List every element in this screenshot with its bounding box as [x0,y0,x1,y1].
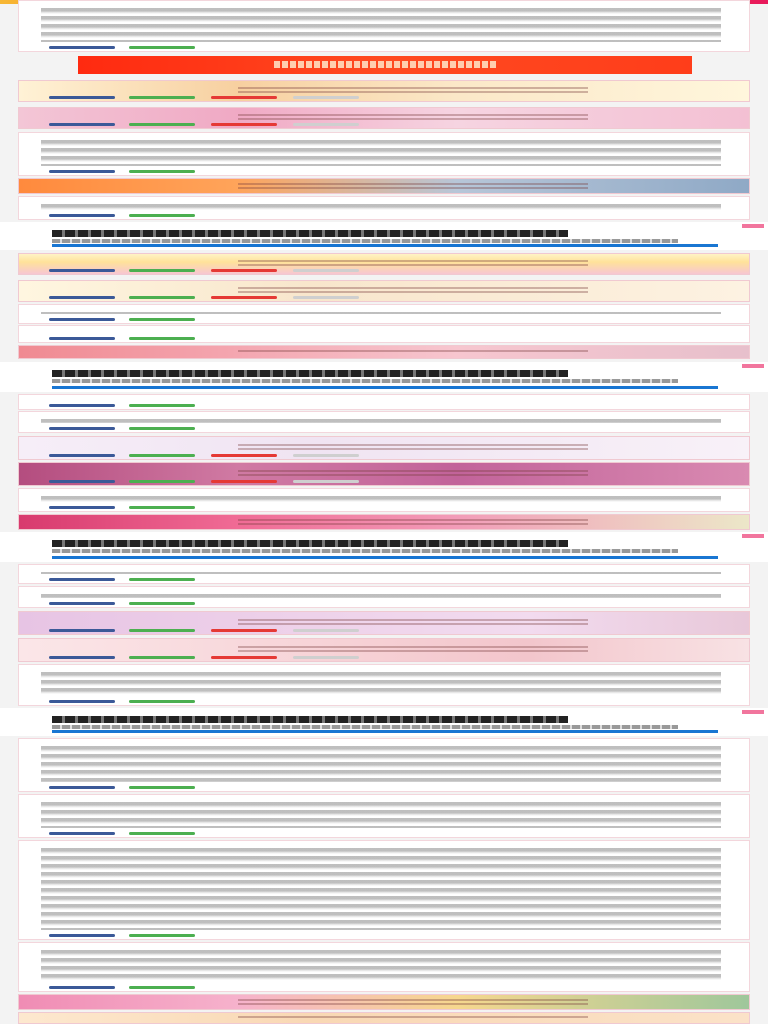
image-banner[interactable] [18,994,750,1010]
banner-caption [238,350,588,355]
facebook-share-button[interactable] [49,986,115,989]
ad-choices-icon[interactable] [742,534,764,538]
share-buttons [49,629,449,633]
post-text [41,746,721,782]
ad-headline[interactable] [52,370,568,377]
share-button[interactable] [129,296,195,299]
banner-caption [238,87,588,95]
image-banner[interactable] [18,280,750,302]
share-button[interactable] [129,832,195,835]
post-card [18,196,750,220]
more-share-button[interactable] [293,296,359,299]
more-share-button[interactable] [293,629,359,632]
share-button[interactable] [129,454,195,457]
promo-banner[interactable] [78,56,692,74]
share-buttons [49,832,449,836]
share-buttons [49,404,449,408]
share-button[interactable] [129,480,195,483]
ad-headline[interactable] [52,540,568,547]
post-text [41,672,721,696]
facebook-share-button[interactable] [49,318,115,321]
facebook-share-button[interactable] [49,214,115,217]
post-card [18,794,750,838]
image-banner[interactable] [18,514,750,530]
share-button[interactable] [129,337,195,340]
share-buttons [49,454,449,458]
share-button[interactable] [129,123,195,126]
image-banner[interactable] [18,345,750,359]
facebook-share-button[interactable] [49,700,115,703]
share-button[interactable] [129,700,195,703]
facebook-share-button[interactable] [49,506,115,509]
ad-cta-button[interactable] [52,730,718,733]
facebook-share-button[interactable] [49,578,115,581]
share-buttons [49,318,449,322]
facebook-share-button[interactable] [49,480,115,483]
banner-caption [238,519,588,525]
share-button[interactable] [129,404,195,407]
facebook-share-button[interactable] [49,296,115,299]
ad-block[interactable] [0,532,768,562]
facebook-share-button[interactable] [49,656,115,659]
share-buttons [49,602,449,606]
post-text [41,950,721,982]
more-share-button[interactable] [293,96,359,99]
ad-block[interactable] [0,222,768,250]
facebook-share-button[interactable] [49,454,115,457]
banner-caption [238,999,588,1005]
ad-subtext [52,379,678,383]
pin-button[interactable] [211,269,277,272]
image-banner[interactable] [18,178,750,194]
ad-cta-button[interactable] [52,386,718,389]
ad-cta-button[interactable] [52,556,718,559]
share-button[interactable] [129,269,195,272]
more-share-button[interactable] [293,269,359,272]
post-text [41,496,721,502]
banner-caption [238,1016,588,1020]
share-button[interactable] [129,656,195,659]
banner-caption [238,444,588,453]
post-text [41,312,721,314]
post-text [41,8,721,42]
facebook-share-button[interactable] [49,404,115,407]
ad-headline[interactable] [52,716,568,723]
ad-subtext [52,725,678,729]
post-card [18,411,750,433]
ad-block[interactable] [0,362,768,392]
facebook-share-button[interactable] [49,96,115,99]
share-button[interactable] [129,602,195,605]
banner-caption [238,114,588,122]
banner-caption [238,183,588,189]
post-card [18,564,750,584]
share-buttons [49,123,449,127]
image-banner[interactable] [18,638,750,662]
share-buttons [49,934,449,938]
share-buttons [49,578,449,582]
facebook-share-button[interactable] [49,629,115,632]
share-buttons [49,269,449,273]
post-text [41,848,721,930]
share-button[interactable] [129,170,195,173]
share-buttons [49,506,449,510]
more-share-button[interactable] [293,454,359,457]
post-text [41,204,721,210]
ad-choices-icon[interactable] [742,224,764,228]
share-button[interactable] [129,934,195,937]
banner-caption [238,619,588,628]
ad-subtext [52,239,678,243]
more-share-button[interactable] [293,656,359,659]
image-banner[interactable] [18,80,750,102]
share-buttons [49,96,449,100]
facebook-share-button[interactable] [49,123,115,126]
pin-button[interactable] [211,296,277,299]
facebook-share-button[interactable] [49,337,115,340]
share-button[interactable] [129,214,195,217]
post-card [18,0,750,52]
post-card [18,394,750,410]
post-text [41,802,721,828]
share-buttons [49,656,449,660]
post-card [18,304,750,324]
share-buttons [49,46,449,50]
pin-button[interactable] [211,629,277,632]
post-card [18,664,750,706]
post-card [18,840,750,940]
facebook-share-button[interactable] [49,46,115,49]
share-button[interactable] [129,318,195,321]
share-buttons [49,700,449,704]
pin-button[interactable] [211,480,277,483]
facebook-share-button[interactable] [49,934,115,937]
facebook-share-button[interactable] [49,786,115,789]
ad-choices-icon[interactable] [742,710,764,714]
image-banner[interactable] [18,107,750,129]
pin-button[interactable] [211,454,277,457]
share-buttons [49,337,449,341]
banner-caption [238,287,588,295]
pin-button[interactable] [211,123,277,126]
more-share-button[interactable] [293,123,359,126]
post-card [18,132,750,176]
banner-caption [238,646,588,655]
post-text [41,140,721,166]
ad-block[interactable] [0,708,768,736]
pin-button[interactable] [211,656,277,659]
share-button[interactable] [129,46,195,49]
ad-subtext [52,549,678,553]
post-card [18,325,750,343]
share-button[interactable] [129,506,195,509]
image-banner[interactable] [18,611,750,635]
post-card [18,586,750,608]
promo-caption [274,61,495,68]
share-button[interactable] [129,986,195,989]
image-banner[interactable] [18,1012,750,1024]
image-banner[interactable] [18,462,750,486]
banner-caption [238,260,588,268]
post-text [41,594,721,598]
post-card [18,738,750,792]
share-buttons [49,170,449,174]
share-buttons [49,214,449,218]
share-button[interactable] [129,427,195,430]
share-buttons [49,786,449,790]
pin-button[interactable] [211,96,277,99]
share-buttons [49,427,449,431]
post-text [41,419,721,423]
share-button[interactable] [129,786,195,789]
facebook-share-button[interactable] [49,602,115,605]
share-buttons [49,986,449,990]
facebook-share-button[interactable] [49,427,115,430]
post-text [41,572,721,574]
post-card [18,488,750,512]
ad-choices-icon[interactable] [742,364,764,368]
image-banner[interactable] [18,253,750,275]
facebook-share-button[interactable] [49,269,115,272]
ad-cta-button[interactable] [52,244,718,247]
share-button[interactable] [129,629,195,632]
post-card [18,942,750,992]
banner-caption [238,470,588,479]
share-buttons [49,296,449,300]
image-banner[interactable] [18,436,750,460]
share-buttons [49,480,449,484]
ad-headline[interactable] [52,230,568,237]
more-share-button[interactable] [293,480,359,483]
facebook-share-button[interactable] [49,170,115,173]
share-button[interactable] [129,96,195,99]
share-button[interactable] [129,578,195,581]
facebook-share-button[interactable] [49,832,115,835]
